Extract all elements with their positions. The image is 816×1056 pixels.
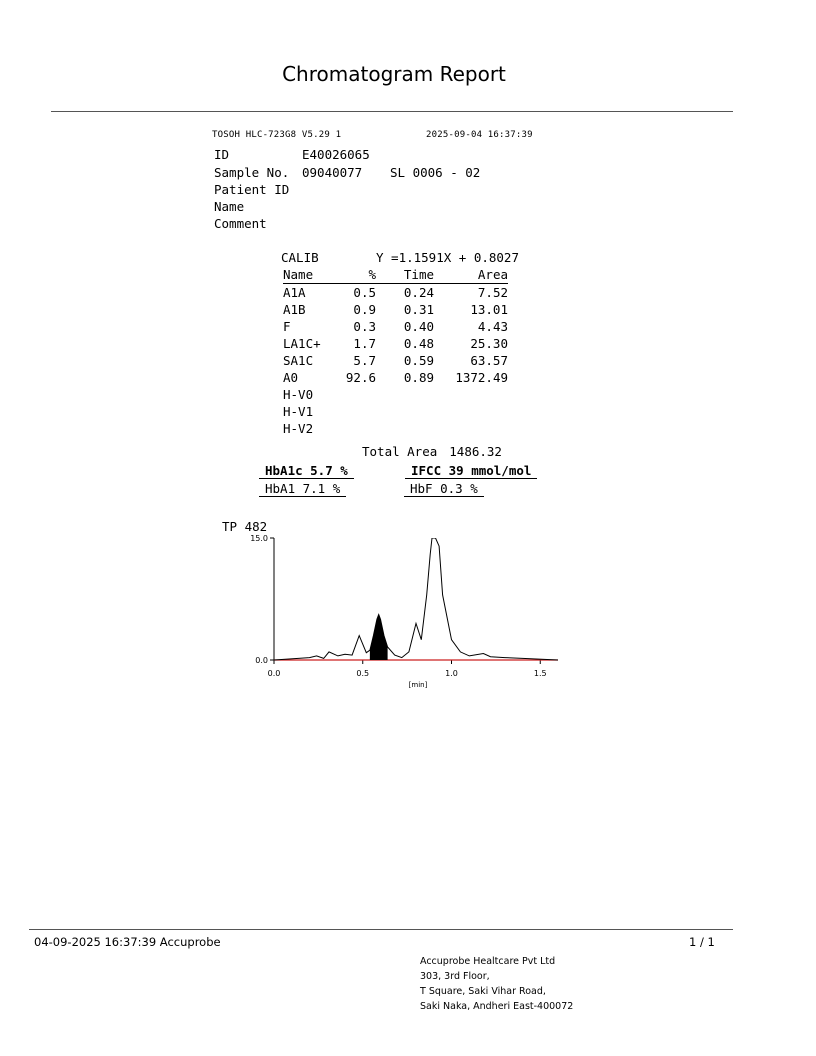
footer-divider [29, 929, 733, 930]
ifcc-result: IFCC 39 mmol/mol [405, 463, 537, 479]
peak-time: 0.40 [403, 319, 434, 334]
hba1c-result: HbA1c 5.7 % [259, 463, 354, 479]
page-number: 1 / 1 [689, 935, 715, 949]
sample-row [214, 165, 481, 180]
y-tick-label: 0.0 [255, 656, 268, 665]
instrument-line: TOSOH HLC-723G8 V5.29 1 [212, 130, 342, 140]
total-area-value: 1486.32 [449, 444, 502, 459]
peak-area: 63.57 [470, 353, 508, 368]
report-title: Chromatogram Report [282, 62, 506, 86]
peak-row [283, 386, 508, 403]
hba1-result: HbA1 7.1 % [259, 481, 346, 497]
chromatogram-trace [274, 538, 558, 660]
peak-percent: 1.7 [353, 336, 376, 351]
id-label: ID [214, 147, 230, 162]
peak-percent: 92.6 [345, 370, 376, 385]
peak-name: A1A [283, 285, 306, 300]
col-area-header: Area [434, 266, 508, 284]
peak-name: LA1C+ [283, 336, 321, 351]
header-divider [51, 111, 733, 112]
peak-area [434, 386, 508, 403]
col-percent-header: % [338, 266, 376, 284]
y-tick-label: 15.0 [250, 534, 268, 543]
total-area [362, 444, 502, 459]
peak-time [376, 403, 434, 420]
instrument-datetime: 2025-09-04 16:37:39 [426, 130, 533, 140]
address-line: T Square, Saki Vihar Road, [420, 986, 546, 997]
footer-datetime-user: 04-09-2025 16:37:39 Accuprobe [34, 935, 221, 949]
peak-row [283, 352, 508, 369]
peak-time [376, 386, 434, 403]
peak-area: 13.01 [470, 302, 508, 317]
x-axis-label: [min] [408, 681, 428, 689]
peak-name: H-V1 [283, 404, 314, 419]
peak-percent [338, 403, 376, 420]
peak-area: 1372.49 [455, 370, 508, 385]
tp-label: TP 482 [222, 519, 268, 534]
x-tick-label: 0.0 [267, 669, 281, 678]
hbf-result: HbF 0.3 % [404, 481, 484, 497]
address-line: Accuprobe Healtcare Pvt Ltd [420, 956, 556, 967]
col-time-header: Time [376, 266, 434, 284]
peak-percent [338, 386, 376, 403]
sample-value: 09040077 [302, 165, 363, 180]
instrument-header [212, 130, 533, 140]
peak-name: A1B [283, 302, 306, 317]
peak-table [283, 266, 508, 437]
peak-percent [338, 420, 376, 437]
peak-time: 0.59 [403, 353, 434, 368]
x-tick-label: 1.0 [445, 669, 458, 678]
address-line: Saki Naka, Andheri East-400072 [420, 1001, 574, 1012]
x-tick-label: 0.5 [356, 669, 370, 678]
patient-id-label: Patient ID [214, 182, 290, 197]
peak-name: H-V0 [283, 387, 314, 402]
company-address [420, 954, 573, 1014]
comment-label: Comment [214, 216, 267, 231]
sl-value: SL 0006 - 02 [390, 165, 481, 180]
peak-area [434, 403, 508, 420]
peak-name: H-V2 [283, 421, 314, 436]
peak-time: 0.89 [403, 370, 434, 385]
peak-row [283, 420, 508, 437]
peak-area: 7.52 [477, 285, 508, 300]
peak-percent: 0.3 [353, 319, 376, 334]
x-tick-label: 1.5 [533, 669, 547, 678]
peak-row [283, 335, 508, 352]
peak-percent: 5.7 [353, 353, 376, 368]
peak-row [283, 403, 508, 420]
peak-row [283, 318, 508, 335]
peak-row [283, 369, 508, 386]
peak-time [376, 420, 434, 437]
sample-label: Sample No. [214, 165, 290, 180]
peak-name: F [283, 319, 291, 334]
peak-time: 0.31 [403, 302, 434, 317]
calib-equation: Y =1.1591X + 0.8027 [376, 250, 519, 265]
calibration-line [281, 250, 519, 265]
peak-row [283, 284, 508, 302]
address-line: 303, 3rd Floor, [420, 971, 490, 982]
peak-row [283, 301, 508, 318]
total-area-label: Total Area [362, 444, 438, 459]
peak-area [434, 420, 508, 437]
peak-name: A0 [283, 370, 299, 385]
col-name-header: Name [283, 266, 338, 284]
chromatogram-chart [240, 530, 570, 695]
name-label: Name [214, 199, 245, 214]
id-row [214, 147, 370, 162]
peak-percent: 0.9 [353, 302, 376, 317]
peak-time: 0.48 [403, 336, 434, 351]
id-value: E40026065 [302, 147, 370, 162]
peak-area: 4.43 [477, 319, 508, 334]
peak-name: SA1C [283, 353, 314, 368]
peak-percent: 0.5 [353, 285, 376, 300]
peak-area: 25.30 [470, 336, 508, 351]
calib-label: CALIB [281, 250, 319, 265]
peak-time: 0.24 [403, 285, 434, 300]
peak-table-header [283, 266, 508, 284]
